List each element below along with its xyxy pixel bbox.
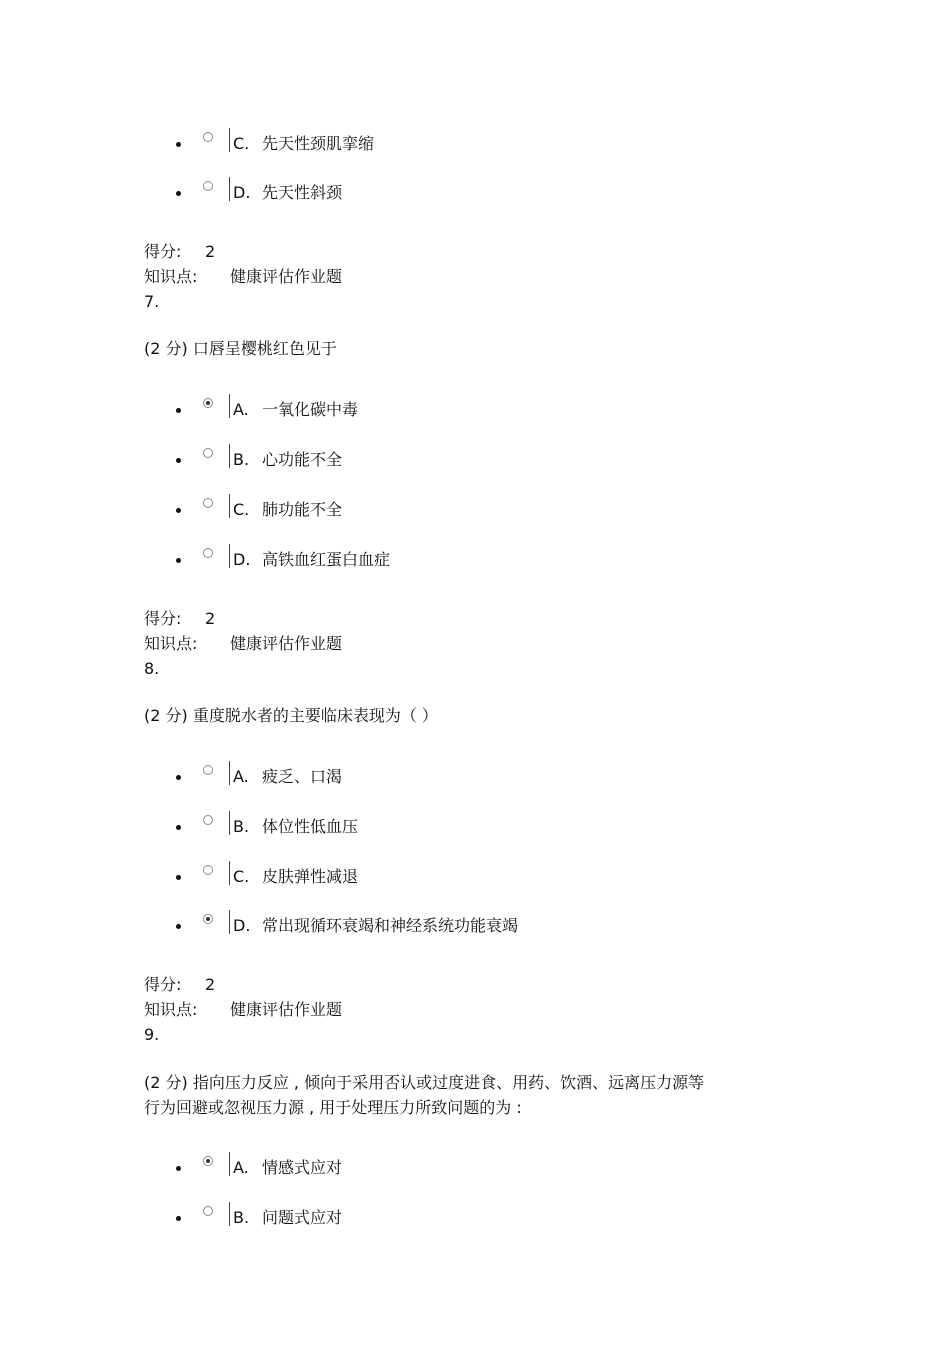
q8-option-b[interactable]: [176, 811, 876, 837]
q8-option-a[interactable]: [176, 761, 876, 787]
q6-score-label: 得分:: [144, 242, 182, 261]
q6-option-d[interactable]: [176, 177, 876, 203]
q7-stem: (2 分) 口唇呈樱桃红色见于: [144, 339, 337, 358]
option-letter: A.: [233, 767, 249, 786]
q7-option-c[interactable]: [176, 494, 876, 520]
option-text: 情感式应对: [262, 1158, 343, 1177]
bullet-dot: [176, 191, 181, 196]
bullet-dot: [176, 508, 181, 513]
option-letter: D.: [233, 183, 251, 202]
option-letter: A.: [233, 1158, 249, 1177]
radio-button[interactable]: [203, 448, 213, 458]
q6-knowledge-value: 健康评估作业题: [230, 267, 343, 286]
option-letter: C.: [233, 867, 250, 886]
radio-button[interactable]: [203, 132, 213, 142]
option-text: 常出现循环衰竭和神经系统功能衰竭: [262, 916, 519, 935]
option-text: 一氧化碳中毒: [262, 400, 359, 419]
radio-button-checked[interactable]: [203, 398, 213, 408]
option-divider: [229, 444, 230, 468]
radio-button-checked[interactable]: [203, 914, 213, 924]
option-divider: [229, 1202, 230, 1226]
bullet-dot: [176, 1216, 181, 1221]
q6-score-value: 2: [205, 242, 216, 261]
q8-stem: (2 分) 重度脱水者的主要临床表现为（ ）: [144, 706, 438, 725]
q9-number: 9.: [144, 1025, 160, 1044]
q8-score-label: 得分:: [144, 975, 182, 994]
q8-knowledge-value: 健康评估作业题: [230, 1000, 343, 1019]
bullet-dot: [176, 924, 181, 929]
option-divider: [229, 910, 230, 934]
q8-knowledge-label: 知识点:: [144, 1000, 198, 1019]
q9-stem-line2: 行为回避或忽视压力源 , 用于处理压力所致问题的为 :: [144, 1098, 522, 1117]
option-letter: B.: [233, 450, 250, 469]
bullet-dot: [176, 775, 181, 780]
option-divider: [229, 128, 230, 152]
bullet-dot: [176, 825, 181, 830]
option-text: 先天性斜颈: [262, 183, 343, 202]
option-letter: C.: [233, 500, 250, 519]
option-divider: [229, 494, 230, 518]
option-text: 疲乏、口渴: [262, 767, 343, 786]
option-letter: D.: [233, 550, 251, 569]
q7-option-b[interactable]: [176, 444, 876, 470]
q8-score-value: 2: [205, 975, 216, 994]
option-divider: [229, 761, 230, 785]
q7-score-value: 2: [205, 609, 216, 628]
bullet-dot: [176, 408, 181, 413]
option-text: 皮肤弹性减退: [262, 867, 359, 886]
option-divider: [229, 177, 230, 201]
option-text: 体位性低血压: [262, 817, 359, 836]
q7-number: 7.: [144, 292, 160, 311]
option-text: 肺功能不全: [262, 500, 343, 519]
radio-button[interactable]: [203, 865, 213, 875]
option-letter: A.: [233, 400, 249, 419]
radio-button[interactable]: [203, 765, 213, 775]
q9-stem-line1: (2 分) 指向压力反应 , 倾向于采用否认或过度进食、用药、饮酒、远离压力源等: [144, 1073, 705, 1092]
q7-option-d[interactable]: [176, 544, 876, 570]
q6-option-c[interactable]: [176, 128, 876, 154]
option-divider: [229, 544, 230, 568]
radio-button[interactable]: [203, 498, 213, 508]
radio-button[interactable]: [203, 815, 213, 825]
radio-button[interactable]: [203, 181, 213, 191]
option-text: 高铁血红蛋白血症: [262, 550, 391, 569]
option-divider: [229, 1152, 230, 1176]
bullet-dot: [176, 558, 181, 563]
option-divider: [229, 811, 230, 835]
option-letter: D.: [233, 916, 251, 935]
option-divider: [229, 861, 230, 885]
bullet-dot: [176, 1166, 181, 1171]
option-text: 问题式应对: [262, 1208, 343, 1227]
option-letter: B.: [233, 1208, 250, 1227]
option-letter: C.: [233, 134, 250, 153]
q7-score-label: 得分:: [144, 609, 182, 628]
q8-option-c[interactable]: [176, 861, 876, 887]
bullet-dot: [176, 875, 181, 880]
q9-option-a[interactable]: [176, 1152, 876, 1178]
option-text: 心功能不全: [262, 450, 343, 469]
bullet-dot: [176, 142, 181, 147]
q7-knowledge-value: 健康评估作业题: [230, 634, 343, 653]
q8-number: 8.: [144, 659, 160, 678]
bullet-dot: [176, 458, 181, 463]
option-letter: B.: [233, 817, 250, 836]
q8-option-d[interactable]: [176, 910, 876, 936]
radio-button[interactable]: [203, 548, 213, 558]
q7-option-a[interactable]: [176, 394, 876, 420]
q6-knowledge-label: 知识点:: [144, 267, 198, 286]
option-divider: [229, 394, 230, 418]
q9-option-b[interactable]: [176, 1202, 876, 1228]
option-text: 先天性颈肌挛缩: [262, 134, 375, 153]
radio-button[interactable]: [203, 1206, 213, 1216]
q7-knowledge-label: 知识点:: [144, 634, 198, 653]
radio-button-checked[interactable]: [203, 1156, 213, 1166]
